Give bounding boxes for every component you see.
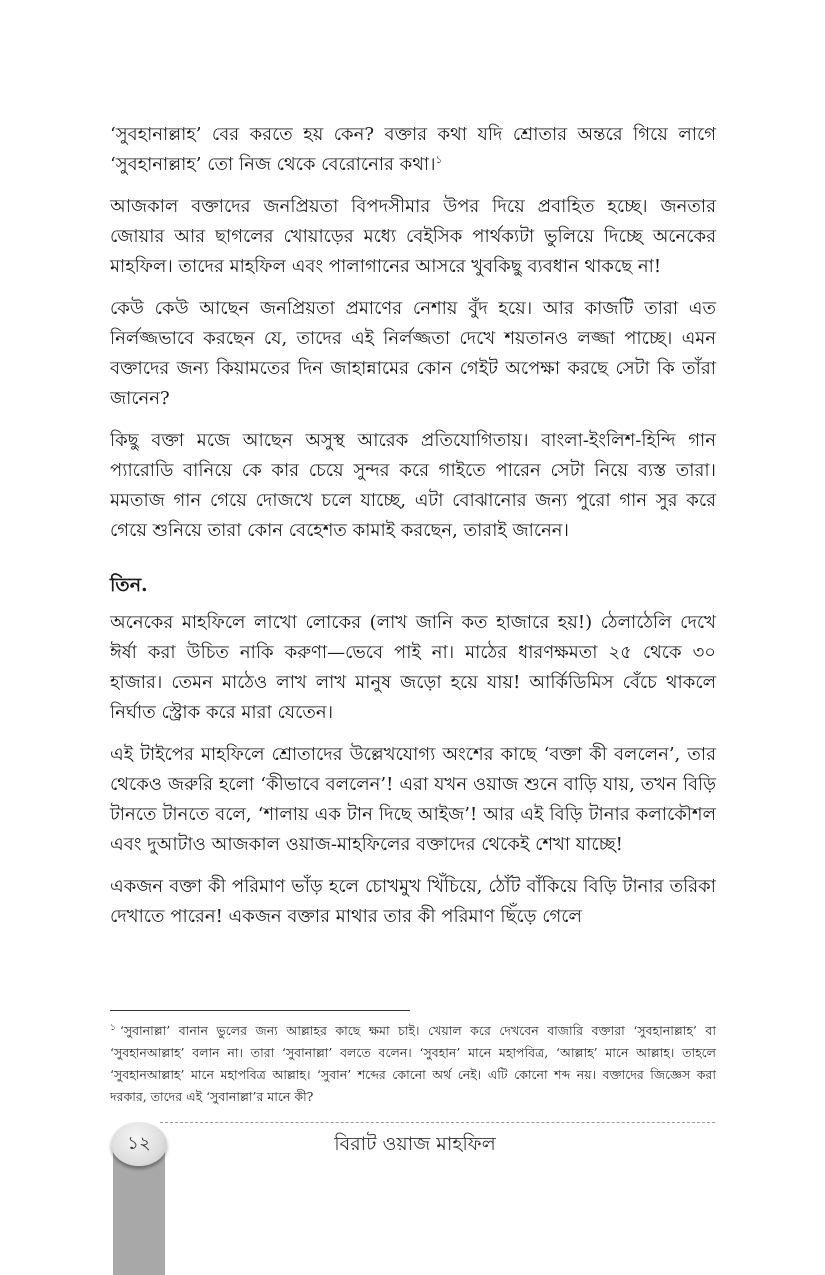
footnote bbox=[110, 1020, 716, 1108]
paragraph-4: কিছু বক্তা মজে আছেন অসুস্থ আরেক প্রতিযোগিতায়। বাংলা-ইংলিশ-হিন্দি গান প্যারোডি বানিয়ে কে কার চেয়ে সুন্দর করে গাইতে পারেন সেটা নিয়ে ব্যস্ত তারা। মমতাজ গান গেয়ে দোজখে চলে যাচ্ছে, এটা বোঝানোর জন্য পুরো গান সুর করে গেয়ে শুনিয়ে তারা কোন বেহেশত কামাই করছেন, তারাই জানেন। bbox=[110, 430, 716, 541]
paragraph-1 bbox=[110, 120, 716, 180]
page-number-badge bbox=[111, 1122, 167, 1166]
footnote-reference[interactable]: ১ bbox=[435, 155, 443, 166]
footnote-divider bbox=[110, 1010, 410, 1011]
section-heading: তিন. bbox=[110, 574, 148, 596]
page-number: ১২ bbox=[127, 1132, 151, 1154]
paragraph-6: এই টাইপের মাহফিলে শ্রোতাদের উল্লেখযোগ্য অংশের কাছে ‘বক্তা কী বললেন’, তার থেকেও জরুরি হলো ‘কীভাবে বললেন’! এরা যখন ওয়াজ শুনে বাড়ি যায়, তখন বিড়ি টানতে টানতে বলে, ‘শালায় এক টান দিছে আইজ’! আর এই বিড়ি টানার কলাকৌশল এবং দুআটাও আজকাল ওয়াজ-মাহফিলের বক্তাদের থেকেই শেখা যাচ্ছে! bbox=[110, 744, 716, 855]
paragraph-2: আজকাল বক্তাদের জনপ্রিয়তা বিপদসীমার উপর দিয়ে প্রবাহিত হচ্ছে। জনতার জোয়ার আর ছাগলের খোয়াড়ের মধ্যে বেইসিক পার্থক্যটা ভুলিয়ে দিচ্ছে অনেকের মাহফিল। তাদের মাহফিল এবং পালাগানের আসরে খুবকিছু ব্যবধান থাকছে না! bbox=[110, 196, 716, 277]
paragraph-1-text: ‘সুবহানাল্লাহ’ বের করতে হয় কেন? বক্তার কথা যদি শ্রোতার অন্তরে গিয়ে লাগে ‘সুবহানাল্লাহ’ তো নিজ থেকে বেরোনোর কথা। bbox=[110, 124, 716, 175]
paragraph-3: কেউ কেউ আছেন জনপ্রিয়তা প্রমাণের নেশায় বুঁদ হয়ে। আর কাজটি তারা এত নির্লজ্জভাবে করছেন যে, তাদের এই নির্লজ্জতা দেখে শয়তানও লজ্জা পাচ্ছে। এমন বক্তাদের জন্য কিয়ামতের দিন জাহান্নামের কোন গেইট অপেক্ষা করছে সেটা কি তাঁরা জানেন? bbox=[110, 298, 716, 409]
paragraph-5: অনেকের মাহফিলে লাখো লোকের (লাখ জানি কত হাজারে হয়!) ঠেলাঠেলি দেখে ঈর্ষা করা উচিত নাকি করুণা—ভেবে পাই না। মাঠের ধারণক্ষমতা ২৫ থেকে ৩০ হাজার। তেমন মাঠেও লাখ লাখ মানুষ জড়ো হয়ে যায়! আর্কিডিমিস বেঁচে থাকলে নির্ঘাত স্ট্রোক করে মারা যেতেন। bbox=[110, 612, 716, 723]
footnote-number: ১ bbox=[110, 1022, 116, 1033]
running-title: বিরাট ওয়াজ মাহফিল bbox=[334, 1133, 496, 1155]
paragraph-7: একজন বক্তা কী পরিমাণ ভাঁড় হলে চোখমুখ খিঁচিয়ে, ঠোঁট বাঁকিয়ে বিড়ি টানার তরিকা দেখাতে পারেন! একজন বক্তার মাথার তার কী পরিমাণ ছিঁড়ে গেলে bbox=[110, 876, 716, 927]
footer-divider bbox=[160, 1122, 715, 1123]
footnote-text: ‘সুবানাল্লা’ বানান ভুলের জন্য আল্লাহর কাছে ক্ষমা চাই। খেয়াল করে দেখবেন বাজারি বক্তারা ‘সুবহানাল্লাহ’ বা ‘সুবহানআল্লাহ’ বলান না। তারা ‘সুবানাল্লা’ বলতে বলেন। ‘সুবহান’ মানে মহাপবিত্র, ‘আল্লাহ’ মানে আল্লাহ। তাহলে ‘সুবহানআল্লাহ’ মানে মহাপবিত্র আল্লাহ। ‘সুবান’ শব্দের কোনো অর্থ নেই। এটি কোনো শব্দ নয়। বক্তাদের জিজ্ঞেস করা দরকার, তাদের এই ‘সুবানাল্লা’র মানে কী? bbox=[110, 1023, 716, 1104]
main-text bbox=[110, 120, 716, 932]
